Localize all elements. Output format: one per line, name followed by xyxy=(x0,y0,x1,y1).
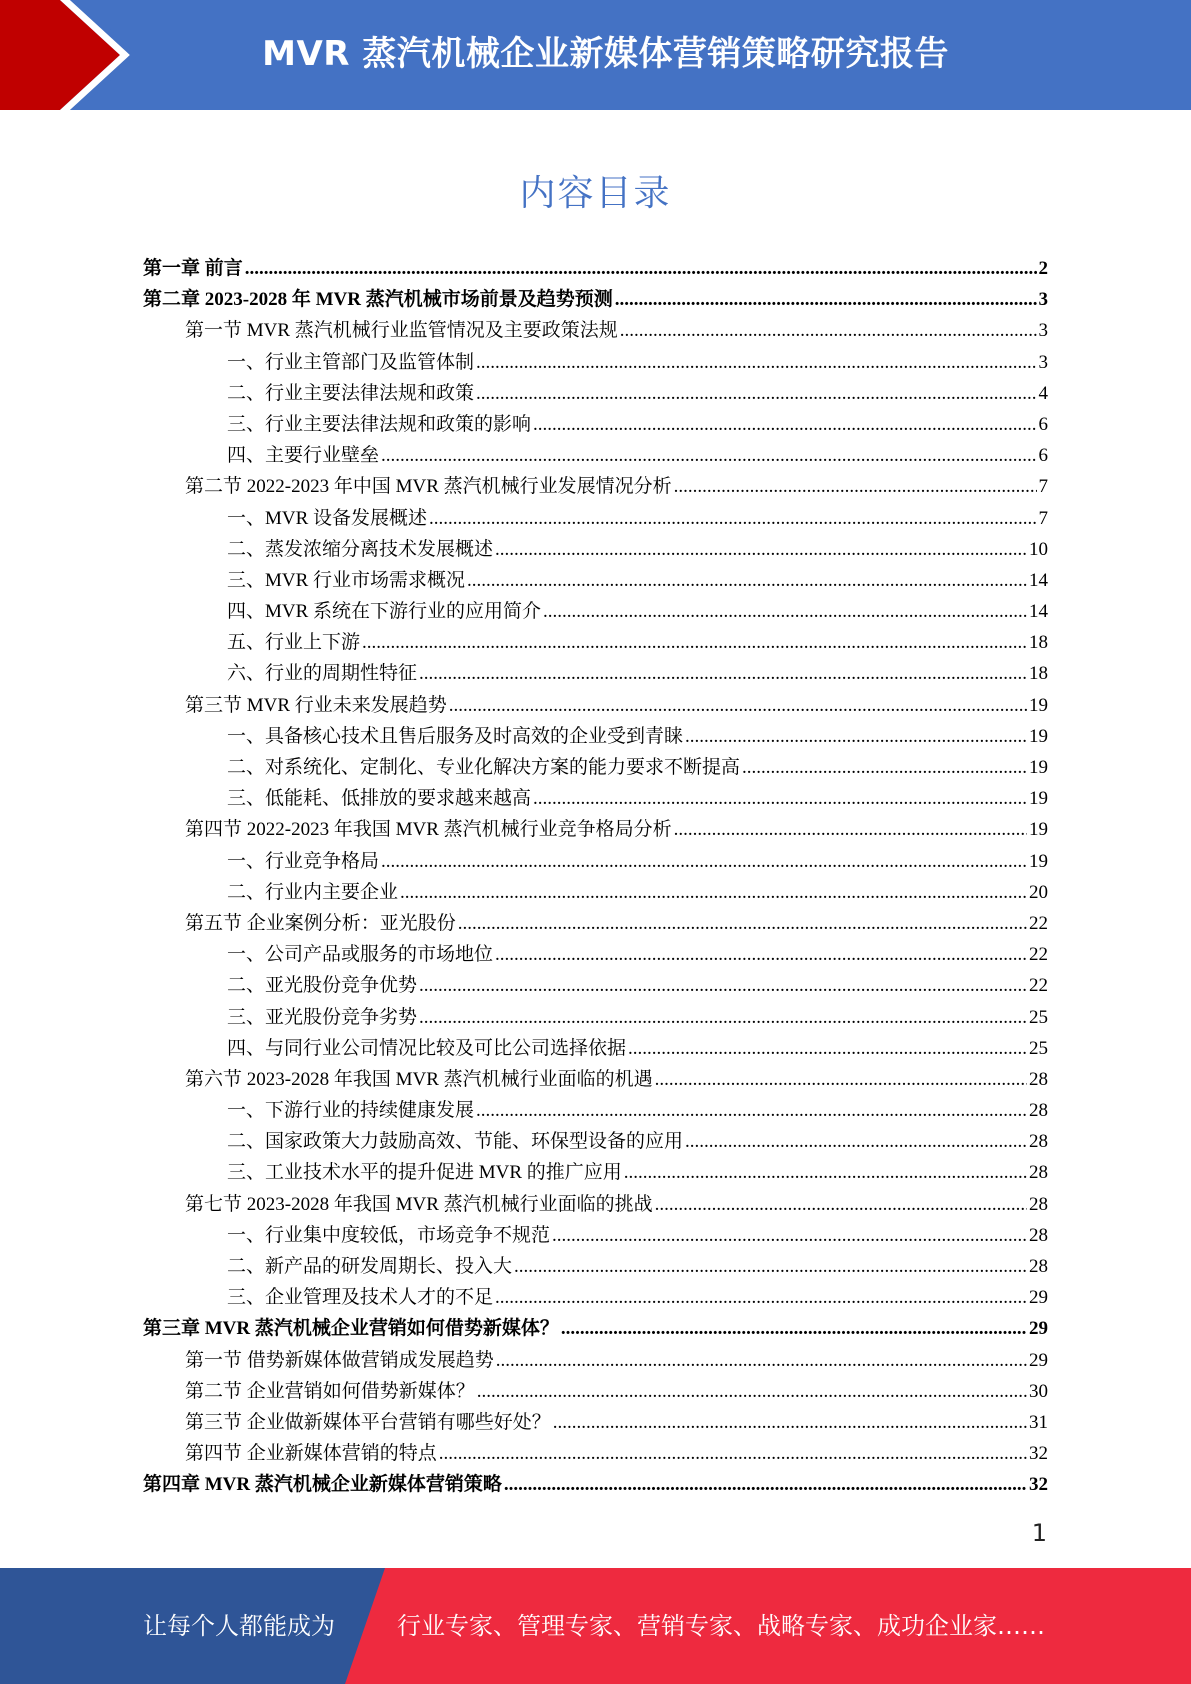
toc-entry-page: 18 xyxy=(1029,663,1048,685)
page-number: 1 xyxy=(1031,1519,1047,1547)
footer-banner xyxy=(0,1568,1191,1684)
toc-dot-leader xyxy=(624,1157,1027,1188)
toc-entry[interactable] xyxy=(143,939,1048,970)
toc-dot-leader xyxy=(533,783,1027,814)
toc-entry-page: 22 xyxy=(1029,975,1048,997)
toc-entry[interactable] xyxy=(143,1251,1048,1282)
toc-entry-title: 一、具备核心技术且售后服务及时高效的企业受到青睐 xyxy=(227,725,684,747)
toc-entry-page: 6 xyxy=(1038,445,1048,467)
toc-entry[interactable] xyxy=(143,658,1048,689)
toc-entry[interactable] xyxy=(143,814,1048,845)
toc-dot-leader xyxy=(620,315,1037,346)
toc-entry-page: 29 xyxy=(1029,1318,1048,1340)
toc-entry[interactable] xyxy=(143,1282,1048,1313)
toc-entry-page: 28 xyxy=(1029,1100,1048,1122)
toc-dot-leader xyxy=(504,1469,1027,1500)
toc-entry[interactable] xyxy=(143,783,1048,814)
toc-entry-title: 第七节 2023-2028 年我国 MVR 蒸汽机械行业面临的挑战 xyxy=(185,1193,653,1215)
toc-entry-page: 7 xyxy=(1038,507,1048,529)
toc-entry-page: 25 xyxy=(1029,1037,1048,1059)
toc-entry-page: 19 xyxy=(1029,850,1048,872)
toc-entry-title: 四、MVR 系统在下游行业的应用简介 xyxy=(227,601,542,623)
toc-entry-page: 3 xyxy=(1038,320,1048,342)
toc-dot-leader xyxy=(476,347,1036,378)
toc-entry[interactable] xyxy=(143,1220,1048,1251)
toc-entry-page: 19 xyxy=(1029,725,1048,747)
toc-entry-title: 三、MVR 行业市场需求概况 xyxy=(227,569,466,591)
toc-entry-title: 一、公司产品或服务的市场地位 xyxy=(227,944,494,966)
toc-dot-leader xyxy=(674,814,1027,845)
toc-entry-title: 第三节 MVR 行业未来发展趋势 xyxy=(185,694,447,716)
toc-entry-page: 19 xyxy=(1029,757,1048,778)
toc-dot-leader xyxy=(495,534,1027,565)
toc-entry-title: 一、行业集中度较低，市场竞争不规范 xyxy=(227,1224,551,1246)
toc-entry-title: 二、对系统化、定制化、专业化解决方案的能力要求不断提高 xyxy=(227,757,741,778)
toc-entry-title: 一、下游行业的持续健康发展 xyxy=(227,1100,475,1122)
toc-entry-page: 22 xyxy=(1029,912,1048,934)
toc-entry-page: 28 xyxy=(1029,1256,1048,1277)
toc-entry-page: 32 xyxy=(1029,1443,1048,1465)
toc-entry-page: 28 xyxy=(1029,1162,1048,1184)
toc-entry[interactable] xyxy=(143,1189,1048,1220)
toc-entry-page: 19 xyxy=(1029,694,1048,716)
toc-dot-leader xyxy=(655,1064,1027,1095)
toc-entry[interactable] xyxy=(143,721,1048,752)
toc-entry[interactable] xyxy=(143,284,1048,315)
toc-entry-page: 14 xyxy=(1029,601,1048,623)
toc-entry-title: 二、亚光股份竞争优势 xyxy=(227,975,418,997)
toc-entry-page: 29 xyxy=(1029,1349,1048,1371)
toc-dot-leader xyxy=(742,752,1027,783)
toc-dot-leader xyxy=(429,503,1036,534)
toc-entry-page: 28 xyxy=(1029,1068,1048,1090)
toc-dot-leader xyxy=(553,1407,1027,1438)
toc-dot-leader xyxy=(533,409,1036,440)
toc-dot-leader xyxy=(655,1189,1027,1220)
toc-entry-title: 一、MVR 设备发展概述 xyxy=(227,507,428,529)
toc-entry-page: 3 xyxy=(1038,351,1048,373)
report-title: MVR 蒸汽机械企业新媒体营销策略研究报告 xyxy=(262,34,949,74)
toc-entry-title: 四、与同行业公司情况比较及可比公司选择依据 xyxy=(227,1037,627,1059)
toc-entry-title: 六、行业的周期性特征 xyxy=(227,663,418,685)
toc-entry[interactable] xyxy=(143,596,1048,627)
footer-slogan-right: 行业专家、管理专家、营销专家、战略专家、成功企业家…… xyxy=(397,1612,1045,1640)
toc-dot-leader xyxy=(381,440,1036,471)
toc-entry-title: 三、企业管理及技术人才的不足 xyxy=(227,1287,494,1309)
toc-entry[interactable] xyxy=(143,1002,1048,1033)
toc-entry[interactable] xyxy=(143,440,1048,471)
toc-entry[interactable] xyxy=(143,1345,1048,1376)
toc-entry[interactable] xyxy=(143,877,1048,908)
toc-entry[interactable] xyxy=(143,752,1048,783)
toc-entry[interactable] xyxy=(143,409,1048,440)
toc-dot-leader xyxy=(467,565,1027,596)
toc-dot-leader xyxy=(419,1002,1027,1033)
toc-entry-title: 三、低能耗、低排放的要求越来越高 xyxy=(227,788,532,810)
toc-dot-leader xyxy=(439,1438,1027,1469)
toc-dot-leader xyxy=(628,1033,1027,1064)
toc-entry-page: 19 xyxy=(1029,819,1048,841)
toc-entry[interactable] xyxy=(143,1126,1048,1157)
toc-entry-page: 3 xyxy=(1038,289,1048,311)
toc-entry-title: 第三章 MVR 蒸汽机械企业营销如何借势新媒体？ xyxy=(143,1318,559,1340)
toc-entry[interactable] xyxy=(143,471,1048,502)
toc-entry-title: 第六节 2023-2028 年我国 MVR 蒸汽机械行业面临的机遇 xyxy=(185,1068,653,1090)
toc-entry-title: 五、行业上下游 xyxy=(227,632,361,654)
toc-entry-page: 28 xyxy=(1029,1193,1048,1215)
toc-entry-title: 二、行业内主要企业 xyxy=(227,881,399,903)
toc-entry[interactable] xyxy=(143,908,1048,939)
toc-dot-leader xyxy=(419,970,1027,1001)
toc-dot-leader xyxy=(615,284,1037,315)
toc-dot-leader xyxy=(449,690,1027,721)
toc-entry-page: 4 xyxy=(1038,382,1048,404)
toc-entry-title: 第三节 企业做新媒体平台营销有哪些好处？ xyxy=(185,1411,551,1433)
toc-entry-title: 三、工业技术水平的提升促进 MVR 的推广应用 xyxy=(227,1162,622,1184)
toc-entry-title: 第二节 企业营销如何借势新媒体？ xyxy=(185,1380,475,1402)
toc-entry[interactable] xyxy=(143,534,1048,565)
toc-entry[interactable] xyxy=(143,565,1048,596)
toc-dot-leader xyxy=(477,1376,1027,1407)
toc-entry-title: 第二章 2023-2028 年 MVR 蒸汽机械市场前景及趋势预测 xyxy=(143,289,613,311)
toc-dot-leader xyxy=(496,1345,1027,1376)
toc-entry[interactable] xyxy=(143,315,1048,346)
toc-entry-title: 第四节 2022-2023 年我国 MVR 蒸汽机械行业竞争格局分析 xyxy=(185,819,672,841)
toc-dot-leader xyxy=(476,378,1036,409)
toc-dot-leader xyxy=(685,721,1027,752)
toc-entry[interactable] xyxy=(143,1438,1048,1469)
toc-dot-leader xyxy=(514,1251,1027,1282)
toc-entry[interactable] xyxy=(143,347,1048,378)
toc-dot-leader xyxy=(495,939,1027,970)
toc-entry-title: 二、国家政策大力鼓励高效、节能、环保型设备的应用 xyxy=(227,1131,684,1153)
toc-entry-title: 二、蒸发浓缩分离技术发展概述 xyxy=(227,538,494,560)
toc-entry-page: 14 xyxy=(1029,569,1048,591)
toc-dot-leader xyxy=(381,846,1027,877)
toc-entry[interactable] xyxy=(143,1033,1048,1064)
toc-entry-title: 二、行业主要法律法规和政策 xyxy=(227,382,475,404)
toc-entry-page: 32 xyxy=(1029,1474,1048,1496)
toc-entry-title: 一、行业主管部门及监管体制 xyxy=(227,351,475,373)
toc-entry-page: 29 xyxy=(1029,1287,1048,1309)
toc-entry-title: 第四章 MVR 蒸汽机械企业新媒体营销策略 xyxy=(143,1474,502,1496)
toc-dot-leader xyxy=(543,596,1027,627)
toc-dot-leader xyxy=(495,1282,1027,1313)
toc-entry-page: 28 xyxy=(1029,1131,1048,1153)
header-banner xyxy=(0,0,1191,110)
toc-heading: 内容目录 xyxy=(519,173,672,214)
toc-entry-page: 18 xyxy=(1029,632,1048,654)
toc-entry-title: 三、亚光股份竞争劣势 xyxy=(227,1006,418,1028)
toc-entry[interactable] xyxy=(143,253,1048,284)
toc-entry-page: 28 xyxy=(1029,1224,1048,1246)
toc-entry-title: 二、新产品的研发周期长、投入大 xyxy=(227,1256,513,1277)
toc-entry-title: 第二节 2022-2023 年中国 MVR 蒸汽机械行业发展情况分析 xyxy=(185,476,672,498)
toc-entry-page: 6 xyxy=(1038,413,1048,435)
toc-entry[interactable] xyxy=(143,1064,1048,1095)
toc-dot-leader xyxy=(674,471,1037,502)
toc-entry-title: 第五节 企业案例分析：亚光股份 xyxy=(185,912,456,934)
toc-entry-title: 第一节 借势新媒体做营销成发展趋势 xyxy=(185,1349,494,1371)
toc-entry[interactable] xyxy=(143,378,1048,409)
toc-entry[interactable] xyxy=(143,503,1048,534)
toc-entry-page: 22 xyxy=(1029,944,1048,966)
toc-entry-page: 2 xyxy=(1038,258,1048,279)
toc-dot-leader xyxy=(245,253,1037,284)
toc-dot-leader xyxy=(458,908,1027,939)
table-of-contents xyxy=(143,253,1048,1501)
toc-entry-title: 四、主要行业壁垒 xyxy=(227,445,380,467)
toc-entry-page: 30 xyxy=(1029,1380,1048,1402)
toc-entry-title: 三、行业主要法律法规和政策的影响 xyxy=(227,413,532,435)
toc-dot-leader xyxy=(561,1313,1027,1344)
toc-entry[interactable] xyxy=(143,1407,1048,1438)
toc-entry[interactable] xyxy=(143,1313,1048,1344)
toc-entry-title: 第四节 企业新媒体营销的特点 xyxy=(185,1443,437,1465)
toc-entry-page: 7 xyxy=(1038,476,1048,498)
toc-entry-page: 31 xyxy=(1029,1411,1048,1433)
toc-entry[interactable] xyxy=(143,846,1048,877)
toc-entry-page: 25 xyxy=(1029,1006,1048,1028)
toc-entry[interactable] xyxy=(143,1157,1048,1188)
toc-dot-leader xyxy=(400,877,1027,908)
toc-entry[interactable] xyxy=(143,970,1048,1001)
toc-entry-page: 19 xyxy=(1029,788,1048,810)
toc-entry-page: 20 xyxy=(1029,881,1048,903)
footer-slogan-left: 让每个人都能成为 xyxy=(143,1612,335,1640)
toc-dot-leader xyxy=(362,627,1027,658)
toc-entry-title: 第一章 前言 xyxy=(143,258,243,279)
toc-entry-title: 一、行业竞争格局 xyxy=(227,850,380,872)
toc-entry[interactable] xyxy=(143,1095,1048,1126)
toc-entry-title: 第一节 MVR 蒸汽机械行业监管情况及主要政策法规 xyxy=(185,320,618,342)
toc-dot-leader xyxy=(552,1220,1027,1251)
toc-dot-leader xyxy=(685,1126,1027,1157)
toc-dot-leader xyxy=(419,658,1027,689)
toc-entry[interactable] xyxy=(143,1469,1048,1500)
toc-entry[interactable] xyxy=(143,1376,1048,1407)
toc-entry[interactable] xyxy=(143,690,1048,721)
toc-entry[interactable] xyxy=(143,627,1048,658)
toc-dot-leader xyxy=(476,1095,1027,1126)
toc-entry-page: 10 xyxy=(1029,538,1048,560)
